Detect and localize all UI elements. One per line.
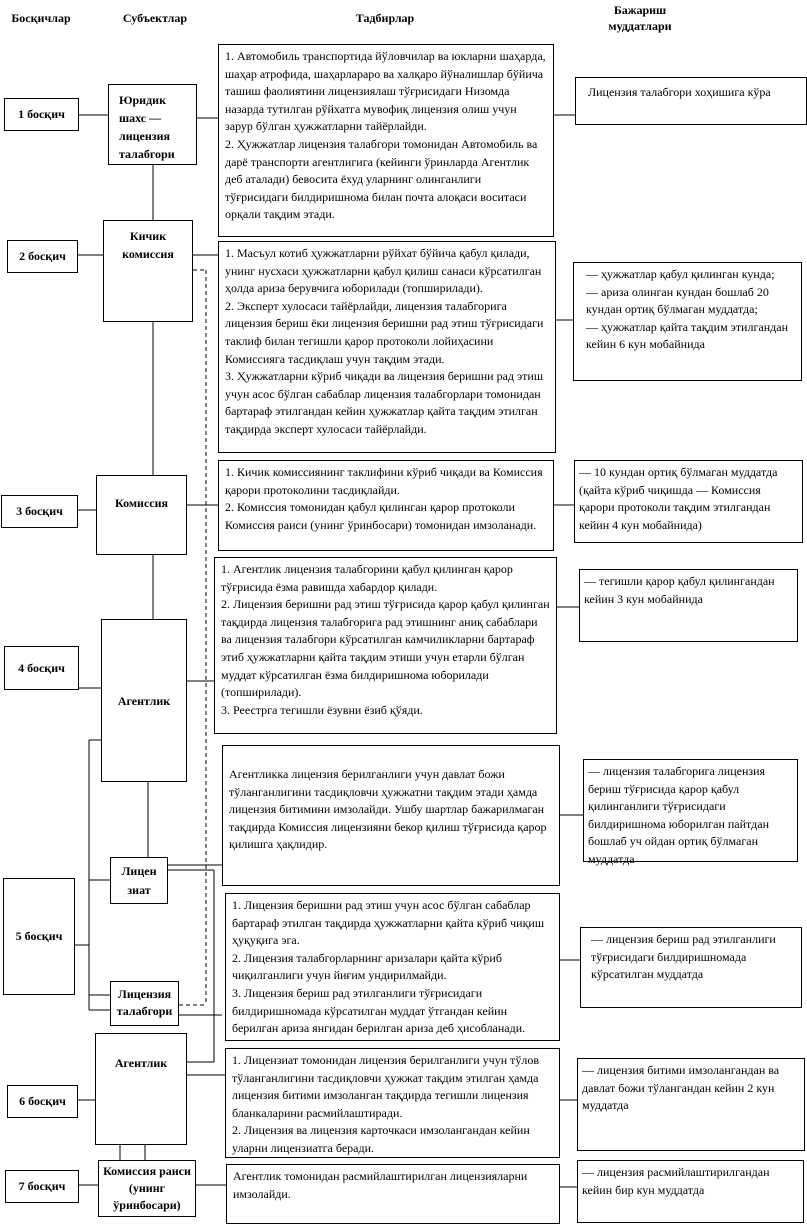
stage-6-box	[7, 1085, 78, 1118]
subject-label: Агентлик	[117, 693, 171, 708]
deadline-box-stage-2: — ҳужжатлар қабул қилинган кунда; — ариза олинган кундан бошлаб 20 кундан ортиқ бўлмаган муддатда; — ҳужжатлар қайта тақдим этилгандан кейин 6 кун мобайнида	[573, 262, 802, 381]
subject-commission-chair	[98, 1160, 196, 1217]
subject-label: Юридик шахс — лицензия талабгори	[119, 93, 175, 161]
stage-3-label: 3 босқич	[16, 504, 63, 518]
subject-agency-stage6	[95, 1033, 187, 1145]
stage-7-label: 7 босқич	[18, 1179, 66, 1193]
subject-label: Комиссия раиси (унинг ўринбосари)	[103, 1164, 191, 1212]
stage-2-box	[7, 240, 78, 273]
action-box-stage-3: 1. Кичик комиссиянинг таклифини кўриб чиқади ва Комиссия қарори протоколини тасдиқлайди. 2. Комиссия томонидан қабул қилинган қарор протоколи Комиссия раиси (унинг ўринбосари) томонидан имзоланади.	[218, 460, 554, 551]
subject-label: Лицен зиат	[121, 864, 157, 897]
deadline-box-stage-5-licensee: — лицензия талабгорига лицензия бериш тўғрисида қарор қабул қилинганлиги тўғрисидаги билдиришнома юборилган пайтдан бошлаб уч ойдан ортиқ бўлмаган муддатда	[583, 759, 798, 862]
action-box-stage-2: 1. Масъул котиб ҳужжатларни рўйхат бўйича қабул қилади, унинг нусхаси ҳужжатларни қабул қилиш санаси кўрсатилган ҳолда ариза берувчига юборилади (топширилади). 2. Эксперт хулосаси тайёрлайди, лицензия талабгорига лицензия бериш ёки лицензия беришни рад этиш тўғрисидаги таклиф билан тегишли қарор протоколи лойиҳасини Комиссияга тасдиқлаш учун тақдим этади. 3. Ҳужжатларни кўриб чиқади ва лицензия беришни рад этиш учун асос бўлган сабаблар лицензия талабгорлари томонидан бартараф этилгандан кейин ҳужжатлар қайта тақдим этилган тақдирда эксперт хулосаси тайёрлайди.	[218, 241, 556, 453]
subject-legal-entity-applicant	[108, 84, 197, 165]
stage-4-label: 4 босқич	[18, 660, 65, 675]
stage-5-label: 5 босқич	[15, 929, 63, 943]
header-deadlines: Бажариш муддатлари	[608, 3, 672, 33]
stage-6-label: 6 босқич	[19, 1094, 66, 1108]
action-box-stage-5-applicant: 1. Лицензия беришни рад этиш учун асос бўлган сабаблар бартараф этилган тақдирда ҳужжатларни қайта кўриб чиқиш ҳуқуқига эга. 2. Лицензия талабгорларнинг аризалари қайта кўриб чиқилганлиги учун йиғим ундирилмайди. 3. Лицензия бериш рад этилганлиги тўғрисидаги билдиришномада кўрсатилган муддат ўтгандан кейин берилган ариза янгидан берилган ариза деб ҳисобланади.	[225, 893, 560, 1041]
deadline-box-stage-7: — лицензия расмийлаштирилгандан кейин бир кун муддатда	[577, 1160, 804, 1223]
subject-small-commission	[103, 220, 193, 322]
deadline-box-stage-4: — тегишли қарор қабул қилингандан кейин 3 кун мобайнида	[579, 569, 798, 642]
subject-licensee	[110, 857, 168, 904]
subject-label: Лицензия талабгори	[116, 987, 173, 1018]
stage-7-box	[5, 1170, 79, 1203]
deadline-box-stage-3: — 10 кундан ортиқ бўлмаган муддатда (қайта кўриб чиқишда — Комиссия қарори протоколи тақдим этилгандан кейин 4 кун мобайнида)	[574, 460, 803, 543]
deadline-box-stage-5-applicant: — лицензия бериш рад этилганлиги тўғрисидаги билдиришномада кўрсатилган муддатда	[580, 927, 802, 1008]
action-box-stage-7: Агентлик томонидан расмийлаштирилган лицензияларни имзолайди.	[226, 1164, 560, 1224]
stage-1-label: 1 босқич	[18, 107, 65, 121]
subject-license-applicant	[110, 981, 179, 1026]
action-box-stage-4: 1. Агентлик лицензия талабгорини қабул қилинган қарор тўғрисида ёзма равишда хабардор қилади. 2. Лицензия беришни рад этиш тўғрисида қарор қабул қилинган тақдирда лицензия талабгорига рад этишнинг аниқ сабаблари ва лицензия талабгори кўрсатилган камчиликларни бартараф этиб ҳужжатларни қайта тақдим этиши учун етарли бўлган муддат кўрсатилган ёзма билдиришнома юборилади (топширилади). 3. Реестрга тегишли ёзувни ёзиб қўяди.	[214, 557, 557, 734]
action-box-stage-5-licensee: Агентликка лицензия берилганлиги учун давлат божи тўланганлигини тасдиқловчи ҳужжатни тақдим этади ҳамда лицензия битимини имзолайди. Ушбу шартлар бажарилмаган тақдирда Комиссия лицензияни бекор қилиш тўғрисида қарор қилишга ҳақлидир.	[222, 745, 560, 886]
header-actions: Тадбирлар	[355, 11, 415, 25]
action-box-stage-6: 1. Лицензиат томонидан лицензия берилганлиги учун тўлов тўланганлигини тасдиқловчи ҳужжат тақдим этилган ҳамда лицензия битими имзоланган тақдирда тегишли лицензия бланкаларини расмийлаштиради. 2. Лицензия ва лицензия карточкаси имзолангандан кейин уларни лицензиатга беради.	[225, 1048, 560, 1158]
stage-4-box	[4, 646, 79, 690]
deadline-box-stage-1: Лицензия талабгори хоҳишига кўра	[575, 77, 807, 125]
subject-commission	[96, 475, 187, 555]
subject-label: Агентлик	[114, 1056, 168, 1070]
stage-2-label: 2 босқич	[19, 249, 66, 263]
action-box-stage-1: 1. Автомобиль транспортида йўловчилар ва юкларни шаҳарда, шаҳар атрофида, шаҳарлараро ва халқаро йўналишлар бўйича ташиш фаолиятини лицензиялаш тўғрисидаги Низомда назарда тутилган рўйхатга мувофиқ лицензия олиш учун зарур бўлган ҳужжатларни тайёрлайди. 2. Ҳужжатлар лицензия талабгори томонидан Автомобиль ва дарё транспорти агентлигига (кейинги ўринларда Агентлик деб аталади) бевосита ёхуд уларнинг олинганлиги тўғрисидаги билдиришнома билан почта алоқаси воситаси орқали тақдим этади.	[218, 44, 554, 237]
subject-label: Комиссия	[114, 496, 169, 510]
subject-label: Кичик комиссия	[122, 229, 174, 261]
subject-agency-stage4	[101, 619, 187, 782]
stage-5-box	[3, 878, 75, 995]
header-subjects: Субъектлар	[122, 11, 188, 25]
header-stages: Босқичлар	[11, 11, 71, 25]
stage-3-box	[1, 495, 78, 528]
stage-1-box	[4, 98, 79, 131]
deadline-box-stage-6: — лицензия битими имзолангандан ва давлат божи тўлангандан кейин 2 кун муддатда	[577, 1058, 805, 1151]
